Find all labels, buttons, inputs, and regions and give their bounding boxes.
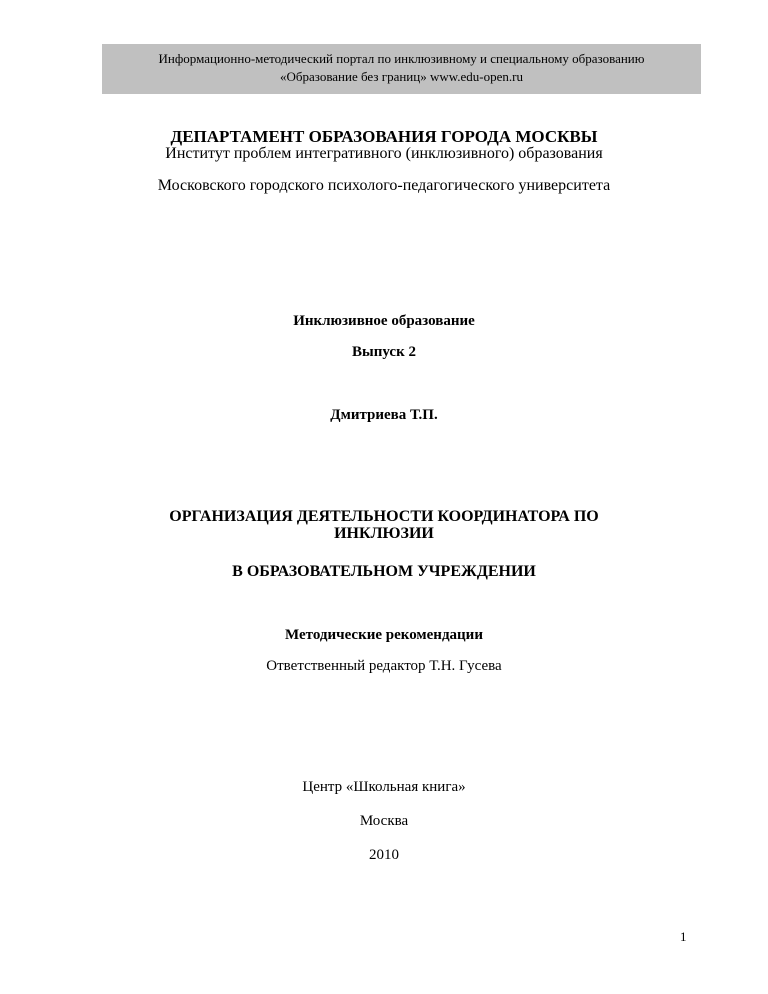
- institute-name: Институт проблем интегративного (инклюзивного) образования: [165, 145, 603, 162]
- publisher-name: Центр «Школьная книга»: [302, 779, 466, 795]
- document-title-line2: ИНКЛЮЗИИ: [334, 525, 434, 542]
- series-title: Инклюзивное образование: [293, 313, 475, 329]
- page-number: 1: [680, 929, 687, 944]
- author-name: Дмитриева Т.П.: [330, 407, 438, 423]
- portal-header-line2: «Образование без границ» www.edu-open.ru: [279, 69, 523, 84]
- portal-header-line1: Информационно-методический портал по инклюзивному и специальному образованию: [158, 51, 645, 66]
- publication-year: 2010: [369, 847, 399, 863]
- document-title-line3: В ОБРАЗОВАТЕЛЬНОМ УЧРЕЖДЕНИИ: [232, 563, 536, 580]
- editor-credit: Ответственный редактор Т.Н. Гусева: [266, 658, 502, 674]
- department-heading: ДЕПАРТАМЕНТ ОБРАЗОВАНИЯ ГОРОДА МОСКВЫ: [170, 127, 598, 146]
- university-name: Московского городского психолого-педагогического университета: [157, 177, 611, 194]
- portal-header-banner: [102, 44, 701, 94]
- document-title-line1: ОРГАНИЗАЦИЯ ДЕЯТЕЛЬНОСТИ КООРДИНАТОРА ПО: [169, 508, 599, 525]
- issue-number: Выпуск 2: [352, 344, 416, 360]
- document-type: Методические рекомендации: [285, 627, 483, 643]
- publication-city: Москва: [359, 813, 409, 829]
